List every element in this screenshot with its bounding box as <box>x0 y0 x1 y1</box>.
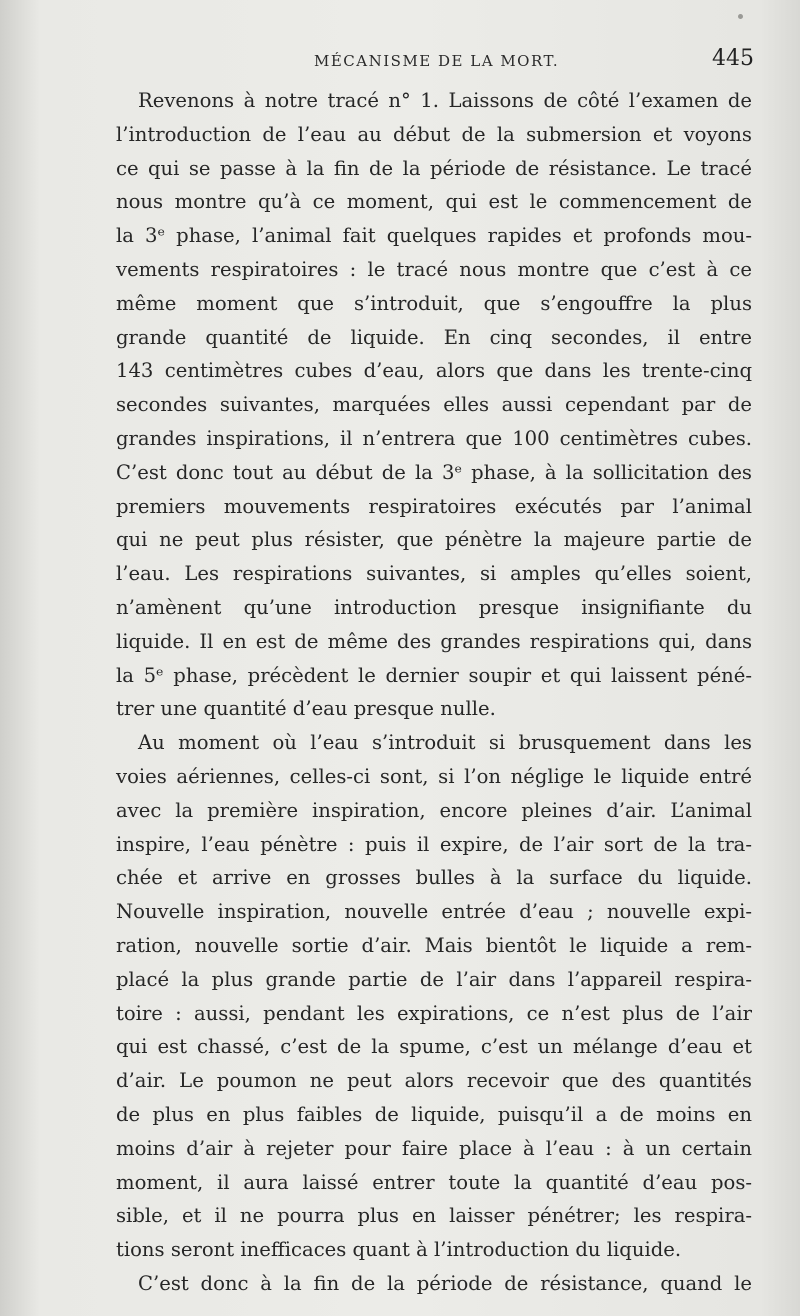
text-line: n’amènent qu’une introduction presque insignifiante du <box>116 595 752 619</box>
text-line: la 3ᵉ phase, l’animal fait quelques rapides et profonds mou- <box>116 224 752 248</box>
text-line: chée et arrive en grosses bulles à la surface du liquide. <box>116 866 752 890</box>
text-line: l’eau. Les respirations suivantes, si amples qu’elles soient, <box>116 562 752 586</box>
text-line: secondes suivantes, marquées elles aussi cependant par de <box>116 393 752 417</box>
text-line: toire : aussi, pendant les expirations, ce n’est plus de l’air <box>116 1001 752 1025</box>
text-line: grande quantité de liquide. En cinq secondes, il entre <box>116 325 752 349</box>
text-line: grandes inspirations, il n’entrera que 100 centimètres cubes. <box>116 426 752 450</box>
text-line: avec la première inspiration, encore pleines d’air. L’animal <box>116 798 752 822</box>
text-line: Au moment où l’eau s’introduit si brusquement dans les <box>138 731 752 755</box>
text-line: ce qui se passe à la fin de la période de résistance. Le tracé <box>116 156 752 180</box>
text-line: l’introduction de l’eau au début de la submersion et voyons <box>116 122 752 146</box>
text-line: 143 centimètres cubes d’eau, alors que dans les trente-cinq <box>116 359 752 383</box>
text-line: voies aériennes, celles-ci sont, si l’on néglige le liquide entré <box>116 764 752 788</box>
text-line: qui ne peut plus résister, que pénètre la majeure partie de <box>116 528 752 552</box>
text-line: tions seront inefficaces quant à l’introduction du liquide. <box>116 1238 682 1262</box>
running-title: MÉCANISME DE LA MORT. <box>314 52 560 70</box>
text-line: nous montre qu’à ce moment, qui est le commencement de <box>116 190 752 214</box>
text-line: de plus en plus faibles de liquide, puisqu’il a de moins en <box>116 1102 752 1126</box>
text-line: inspire, l’eau pénètre : puis il expire, de l’air sort de la tra- <box>116 832 752 856</box>
running-head <box>0 46 800 76</box>
text-line: moins d’air à rejeter pour faire place à l’eau : à un certain <box>116 1136 752 1160</box>
body-text <box>116 84 752 1301</box>
text-line: placé la plus grande partie de l’air dans l’appareil respira- <box>116 967 752 991</box>
text-line: C’est donc tout au début de la 3ᵉ phase, à la sollicitation des <box>116 460 752 484</box>
text-line: Nouvelle inspiration, nouvelle entrée d’eau ; nouvelle expi- <box>116 900 752 924</box>
text-line: d’air. Le poumon ne peut alors recevoir que des quantités <box>116 1069 752 1093</box>
text-line: Revenons à notre tracé n° 1. Laissons de côté l’examen de <box>138 89 752 112</box>
text-line: trer une quantité d’eau presque nulle. <box>116 697 496 721</box>
page-number: 445 <box>712 46 754 71</box>
text-line: liquide. Il en est de même des grandes respirations qui, dans <box>116 629 752 653</box>
text-line: vements respiratoires : le tracé nous montre que c’est à ce <box>116 257 752 281</box>
text-line: même moment que s’introduit, que s’engouffre la plus <box>116 291 752 315</box>
text-line: premiers mouvements respiratoires exécutés par l’animal <box>116 494 752 518</box>
text-line: C’est donc à la fin de la période de résistance, quand le <box>138 1271 752 1295</box>
text-line: moment, il aura laissé entrer toute la quantité d’eau pos- <box>116 1170 752 1194</box>
text-line: sible, et il ne pourra plus en laisser pénétrer; les respira- <box>116 1204 752 1228</box>
text-line: qui est chassé, c’est de la spume, c’est un mélange d’eau et <box>116 1035 752 1059</box>
paper-speck <box>738 14 743 19</box>
text-line: la 5ᵉ phase, précèdent le dernier soupir et qui laissent péné- <box>116 663 752 687</box>
text-line: ration, nouvelle sortie d’air. Mais bientôt le liquide a rem- <box>116 933 752 957</box>
